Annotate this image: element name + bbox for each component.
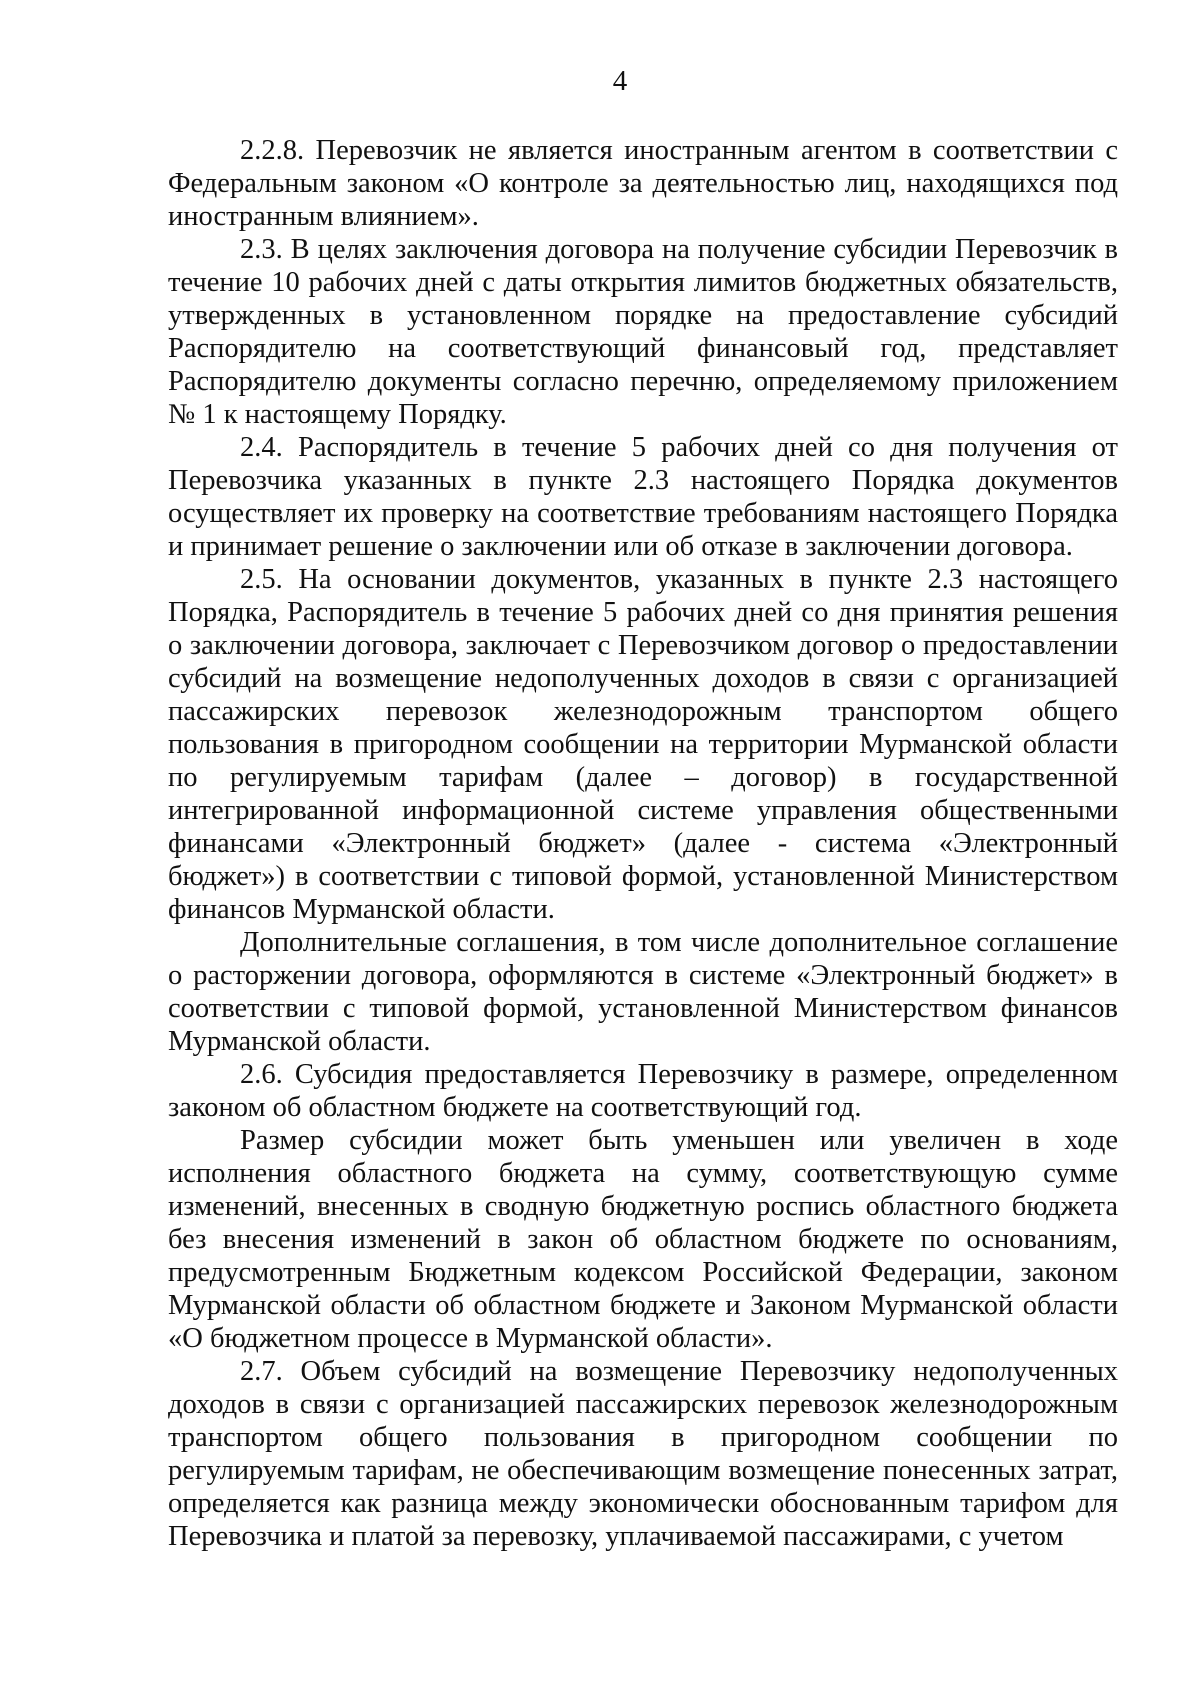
paragraph-2-5: 2.5. На основании документов, указанных в пункте 2.3 настоящего Порядка, Распорядитель в течение 5 рабочих дней со дня принятия решения о заключении договора, заключает с Перевозчиком договор о предоставлении субсидий на возмещение недополученных доходов в связи с организацией пассажирских перевозок железнодорожным транспортом общего пользования в пригородном сообщении на территории Мурманской области по регулируемым тарифам (далее – договор) в государственной интегрированной информационной системе управления общественными финансами «Электронный бюджет» (далее - система «Электронный бюджет») в соответствии с типовой формой, установленной Министерством финансов Мурманской области. <box>168 564 1118 925</box>
paragraph-2-4: 2.4. Распорядитель в течение 5 рабочих дней со дня получения от Перевозчика указанных в пункте 2.3 настоящего Порядка документов осуществляет их проверку на соответствие требованиям настоящего Порядка и принимает решение о заключении или об отказе в заключении договора. <box>168 432 1118 562</box>
paragraph-additional-agreements: Дополнительные соглашения, в том числе дополнительное соглашение о расторжении договора, оформляются в системе «Электронный бюджет» в соответствии с типовой формой, установленной Министерством финансов Мурманской области. <box>168 927 1118 1057</box>
paragraph-subsidy-size: Размер субсидии может быть уменьшен или увеличен в ходе исполнения областного бюджета на сумму, соответствующую сумме изменений, внесенных в сводную бюджетную роспись областного бюджета без внесения изменений в закон об областном бюджете по основаниям, предусмотренным Бюджетным кодексом Российской Федерации, законом Мурманской области об областном бюджете и Законом Мурманской области «О бюджетном процессе в Мурманской области». <box>168 1125 1118 1354</box>
document-body <box>168 134 1118 1553</box>
page-number: 4 <box>612 65 628 97</box>
paragraph-2-7: 2.7. Объем субсидий на возмещение Перевозчику недополученных доходов в связи с организацией пассажирских перевозок железнодорожным транспортом общего пользования в пригородном сообщении по регулируемым тарифам, не обеспечивающим возмещение понесенных затрат, определяется как разница между экономически обоснованным тарифом для Перевозчика и платой за перевозку, уплачиваемой пассажирами, с учетом <box>168 1356 1118 1552</box>
paragraph-2-2-8: 2.2.8. Перевозчик не является иностранным агентом в соответствии с Федеральным законом «О контроле за деятельностью лиц, находящихся под иностранным влиянием». <box>168 135 1118 232</box>
paragraph-2-3: 2.3. В целях заключения договора на получение субсидии Перевозчик в течение 10 рабочих дней с даты открытия лимитов бюджетных обязательств, утвержденных в установленном порядке на предоставление субсидий Распорядителю на соответствующий финансовый год, представляет Распорядителю документы согласно перечню, определяемому приложением № 1 к настоящему Порядку. <box>168 234 1118 430</box>
paragraph-2-6: 2.6. Субсидия предоставляется Перевозчику в размере, определенном законом об областном бюджете на соответствующий год. <box>168 1059 1118 1123</box>
